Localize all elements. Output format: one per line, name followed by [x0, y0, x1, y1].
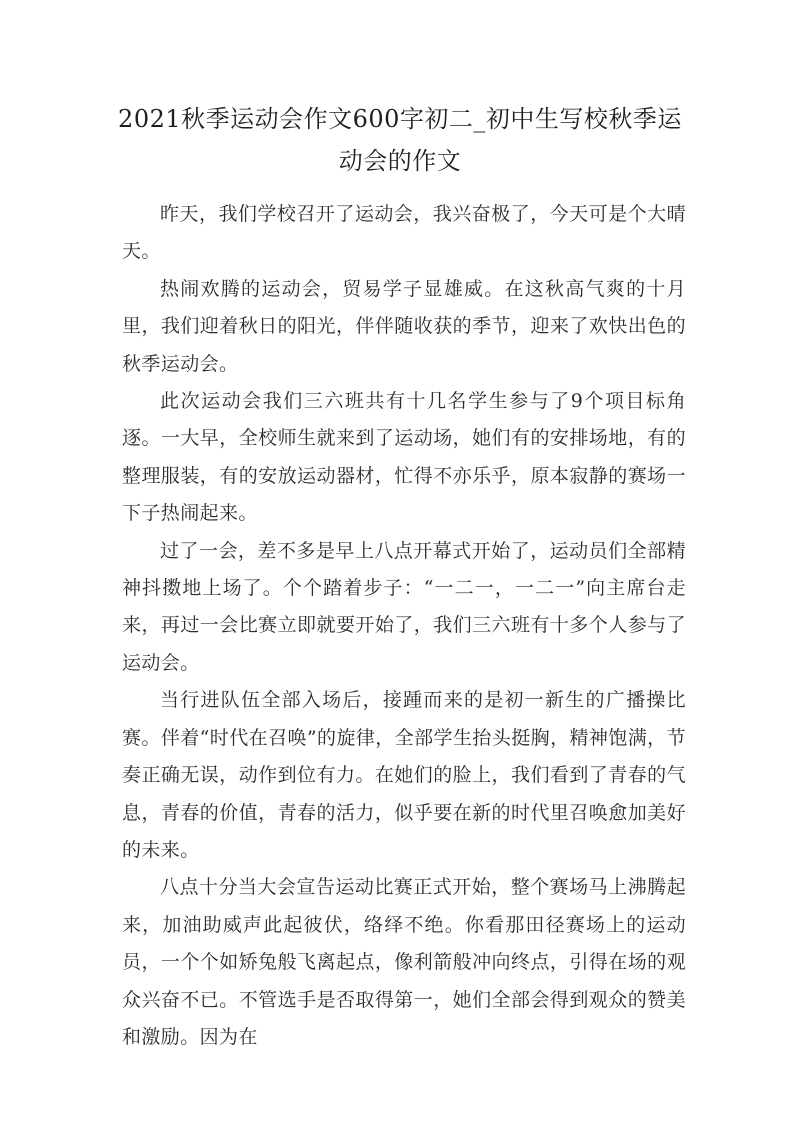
paragraph: 当行进队伍全部入场后，接踵而来的是初一新生的广播操比赛。伴着“时代在召唤”的旋律，全部学生抬头挺胸，精神饱满，节奏正确无误，动作到位有力。在她们的脸上，我们看到了青春的气息，青春的价值，青春的活力，似乎要在新的时代里召唤愈加美好的未来。: [122, 689, 686, 861]
paragraph: 此次运动会我们三六班共有十几名学生参与了9个项目标角逐。一大早，全校师生就来到了运动场，她们有的安排场地，有的整理服装，有的安放运动器材，忙得不亦乐乎，原本寂静的赛场一下子热闹起来。: [122, 390, 686, 525]
paragraph: 过了一会，差不多是早上八点开幕式开始了，运动员们全部精神抖擞地上场了。个个踏着步子：“一二一，一二一”向主席台走来，再过一会比赛立即就要开始了，我们三六班有十多个人参与了运动会。: [122, 539, 686, 674]
document-body: [122, 196, 686, 1056]
paragraph: 昨天，我们学校召开了运动会，我兴奋极了，今天可是个大晴天。: [122, 203, 686, 263]
paragraph: 热闹欢腾的运动会，贸易学子显雄威。在这秋高气爽的十月里，我们迎着秋日的阳光，伴伴随收获的季节，迎来了欢快出色的秋季运动会。: [122, 277, 686, 375]
paragraph: 八点十分当大会宣告运动比赛正式开始，整个赛场马上沸腾起来，加油助威声此起彼伏，络绎不绝。你看那田径赛场上的运动员，一个个如矫兔般飞离起点，像利箭般冲向终点，引得在场的观众兴奋不已。不管选手是否取得第一，她们全部会得到观众的赞美和激励。因为在: [122, 876, 686, 1048]
document-title: 2021秋季运动会作文600字初二_初中生写校秋季运动会的作文: [118, 105, 682, 175]
